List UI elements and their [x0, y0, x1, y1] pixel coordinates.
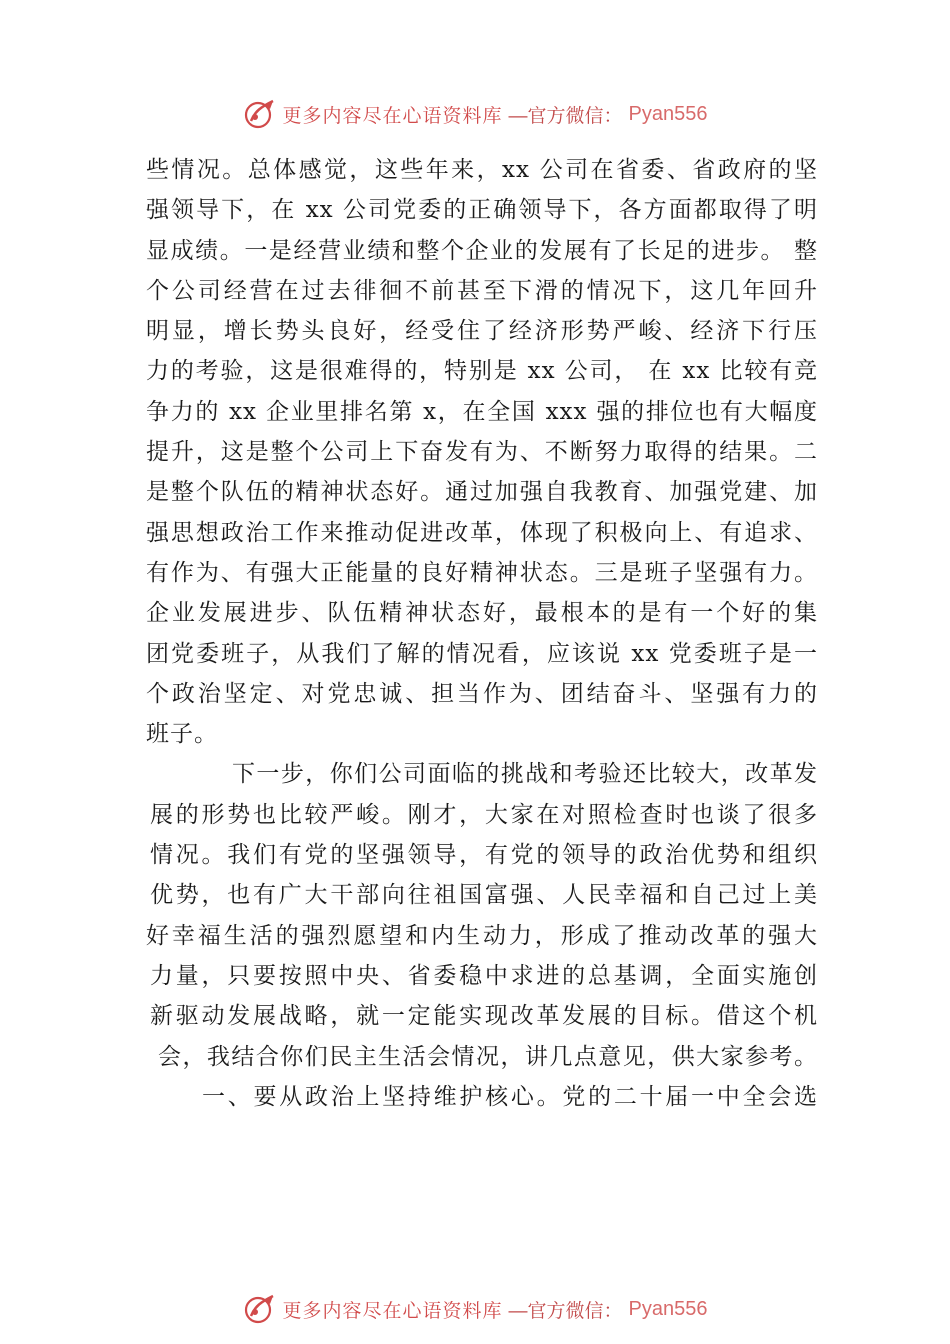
text-line: 力量，只要按照中央、省委稳中求进的总基调，全面实施创: [150, 962, 818, 989]
text-line: 企业发展进步、队伍精神状态好，最根本的是有一个好的集: [146, 600, 818, 627]
text-line: 团党委班子，从我们了解的情况看，应该说 xx 党委班子是一: [146, 640, 818, 667]
text-line: 一、要从政治上坚持维护核心。党的二十届一中全会选: [202, 1083, 818, 1110]
text-line: 争力的 xx 企业里排名第 x，在全国 xxx 强的排位也有大幅度: [146, 398, 818, 425]
footer-wechat-id: Pyan556: [628, 1297, 708, 1320]
paragraph-3: [146, 1077, 818, 1117]
paragraph-2: [146, 754, 818, 1076]
footer-separator-text: —官方微信：: [508, 1300, 623, 1322]
text-line: 明显，增长势头良好，经受住了经济形势严峻、经济下行压: [146, 318, 818, 345]
text-line: 强思想政治工作来推动促进改革，体现了积极向上、有追求、: [146, 519, 818, 546]
header-banner: [0, 92, 950, 136]
text-line: 班子。: [146, 721, 218, 748]
header-brand-text: 更多内容尽在心语资料库: [282, 104, 503, 127]
text-line: 力的考验，这是很难得的，特别是 xx 公司， 在 xx 比较有竞: [146, 358, 818, 385]
text-line: 有作为、有强大正能量的良好精神状态。三是班子坚强有力。: [146, 559, 818, 586]
text-line: 强领导下，在 xx 公司党委的正确领导下，各方面都取得了明: [146, 197, 818, 224]
header-wechat-id: Pyan556: [628, 102, 708, 125]
text-line: 提升，这是整个公司上下奋发有为、不断努力取得的结果。二: [146, 439, 818, 466]
text-line: 些情况。总体感觉，这些年来，xx 公司在省委、省政府的坚: [146, 157, 818, 183]
text-line: 个政治坚定、对党忠诚、担当作为、团结奋斗、坚强有力的: [146, 680, 818, 707]
text-line: 新驱动发展战略，就一定能实现改革发展的目标。借这个机: [150, 1003, 818, 1030]
header-separator-text: —官方微信：: [508, 105, 623, 127]
text-line: 是整个队伍的精神状态好。通过加强自我教育、加强党建、加: [146, 479, 818, 506]
text-line: 优势，也有广大干部向往祖国富强、人民幸福和自己过上美: [150, 882, 818, 909]
paragraph-1: [146, 150, 818, 754]
footer-banner: [0, 1287, 950, 1331]
document-body: [146, 150, 818, 1117]
text-line: 显成绩。一是经营业绩和整个企业的发展有了长足的进步。 整: [146, 237, 818, 264]
text-line: 下一步，你们公司面临的挑战和考验还比较大，改革发: [232, 761, 818, 788]
text-line: 个公司经营在过去徘徊不前甚至下滑的情况下，这几年回升: [146, 277, 818, 304]
footer-brand-text: 更多内容尽在心语资料库: [282, 1299, 503, 1322]
text-line: 情况。我们有党的坚强领导，有党的领导的政治优势和组织: [150, 842, 818, 869]
text-line: 好幸福生活的强烈愿望和内生动力，形成了推动改革的强大: [146, 922, 818, 949]
brand-logo-icon: [243, 97, 277, 131]
brand-logo-icon: [243, 1292, 277, 1326]
text-line: 会，我结合你们民主生活会情况，讲几点意见，供大家参考。: [158, 1043, 818, 1070]
text-line: 展的形势也比较严峻。刚才，大家在对照检查时也谈了很多: [150, 801, 818, 828]
